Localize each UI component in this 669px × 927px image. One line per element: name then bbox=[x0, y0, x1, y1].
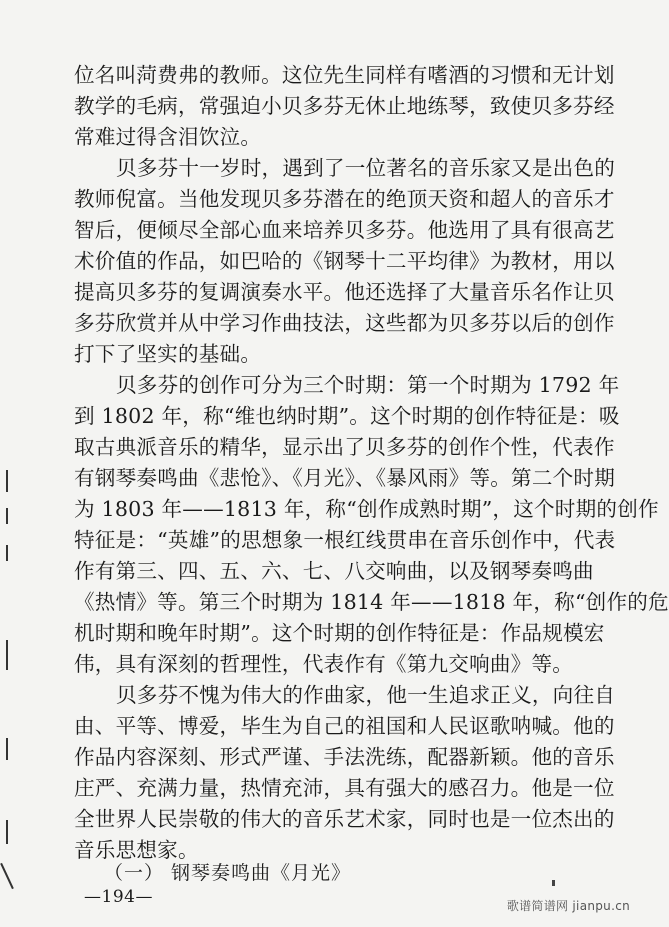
text-line: 庄严、充满力量，热情充沛，具有强大的感召力。他是一位 bbox=[74, 776, 615, 800]
text-line: 打下了坚实的基础。 bbox=[74, 342, 262, 366]
text-line: 多芬欣赏并从中学习作曲技法，这些都为贝多芬以后的创作 bbox=[74, 311, 615, 335]
text-line: 贝多芬的创作可分为三个时期：第一个时期为 1792 年 bbox=[116, 373, 620, 397]
scan-artifact bbox=[6, 640, 8, 670]
text-line: 贝多芬十一岁时，遇到了一位著名的音乐家又是出色的 bbox=[116, 156, 616, 180]
scan-artifact bbox=[6, 738, 8, 760]
text-line: 作品内容深刻、形式严谨、手法洗练，配器新颖。他的音乐 bbox=[74, 745, 615, 769]
text-line: 由、平等、博爱，毕生为自己的祖国和人民讴歌呐喊。他的 bbox=[74, 714, 615, 738]
text-line: 常难过得含泪饮泣。 bbox=[74, 125, 262, 149]
text-line: 机时期和晚年时期”。这个时期的创作特征是：作品规模宏 bbox=[74, 621, 605, 645]
text-line: 音乐思想家。 bbox=[74, 838, 199, 862]
text-line: 贝多芬不愧为伟大的作曲家，他一生追求正义，向往自 bbox=[116, 683, 616, 707]
section-heading: （一） 钢琴奏鸣曲《月光》 bbox=[104, 862, 352, 884]
scan-artifact bbox=[6, 470, 8, 492]
text-line: 特征是：“英雄”的思想象一根红线贯串在音乐创作中，代表 bbox=[74, 528, 616, 552]
text-line: 位名叫菏费弗的教师。这位先生同样有嗜酒的习惯和无计划 bbox=[74, 63, 615, 87]
text-line: 到 1802 年，称“维也纳时期”。这个时期的创作特征是：吸 bbox=[74, 404, 620, 428]
text-line: 教学的毛病，常强迫小贝多芬无休止地练琴，致使贝多芬经 bbox=[74, 94, 615, 118]
scan-artifact bbox=[6, 545, 8, 561]
scan-artifact bbox=[6, 820, 8, 844]
text-line: 为 1803 年——1813 年，称“创作成熟时期”，这个时期的创作 bbox=[74, 497, 659, 521]
watermark: 歌谱简谱网 jianpu.cn bbox=[506, 899, 630, 913]
text-line: 取古典派音乐的精华，显示出了贝多芬的创作个性，代表作 bbox=[74, 435, 615, 459]
text-line: 教师倪富。当他发现贝多芬潜在的绝顶天资和超人的音乐才 bbox=[74, 187, 615, 211]
text-line: 全世界人民崇敬的伟大的音乐艺术家，同时也是一位杰出的 bbox=[74, 807, 615, 831]
scan-artifact bbox=[552, 880, 555, 886]
text-line: 提高贝多芬的复调演奏水平。他还选择了大量音乐名作让贝 bbox=[74, 280, 615, 304]
text-line: 有钢琴奏鸣曲《悲怆》、《月光》、《暴风雨》等。第二个时期 bbox=[74, 466, 616, 490]
text-line: 智后，便倾尽全部心血来培养贝多芬。他选用了具有很高艺 bbox=[74, 218, 615, 242]
text-line: 伟，具有深刻的哲理性，代表作有《第九交响曲》等。 bbox=[74, 652, 574, 676]
text-line: 《热情》等。第三个时期为 1814 年——1818 年，称“创作的危 bbox=[74, 590, 669, 614]
scan-artifact bbox=[6, 508, 8, 524]
text-line: 术价值的作品，如巴哈的《钢琴十二平均律》为教材，用以 bbox=[74, 249, 615, 273]
page-number: —194— bbox=[84, 887, 153, 907]
text-line: 作有第三、四、五、六、七、八交响曲，以及钢琴奏鸣曲 bbox=[74, 559, 594, 583]
